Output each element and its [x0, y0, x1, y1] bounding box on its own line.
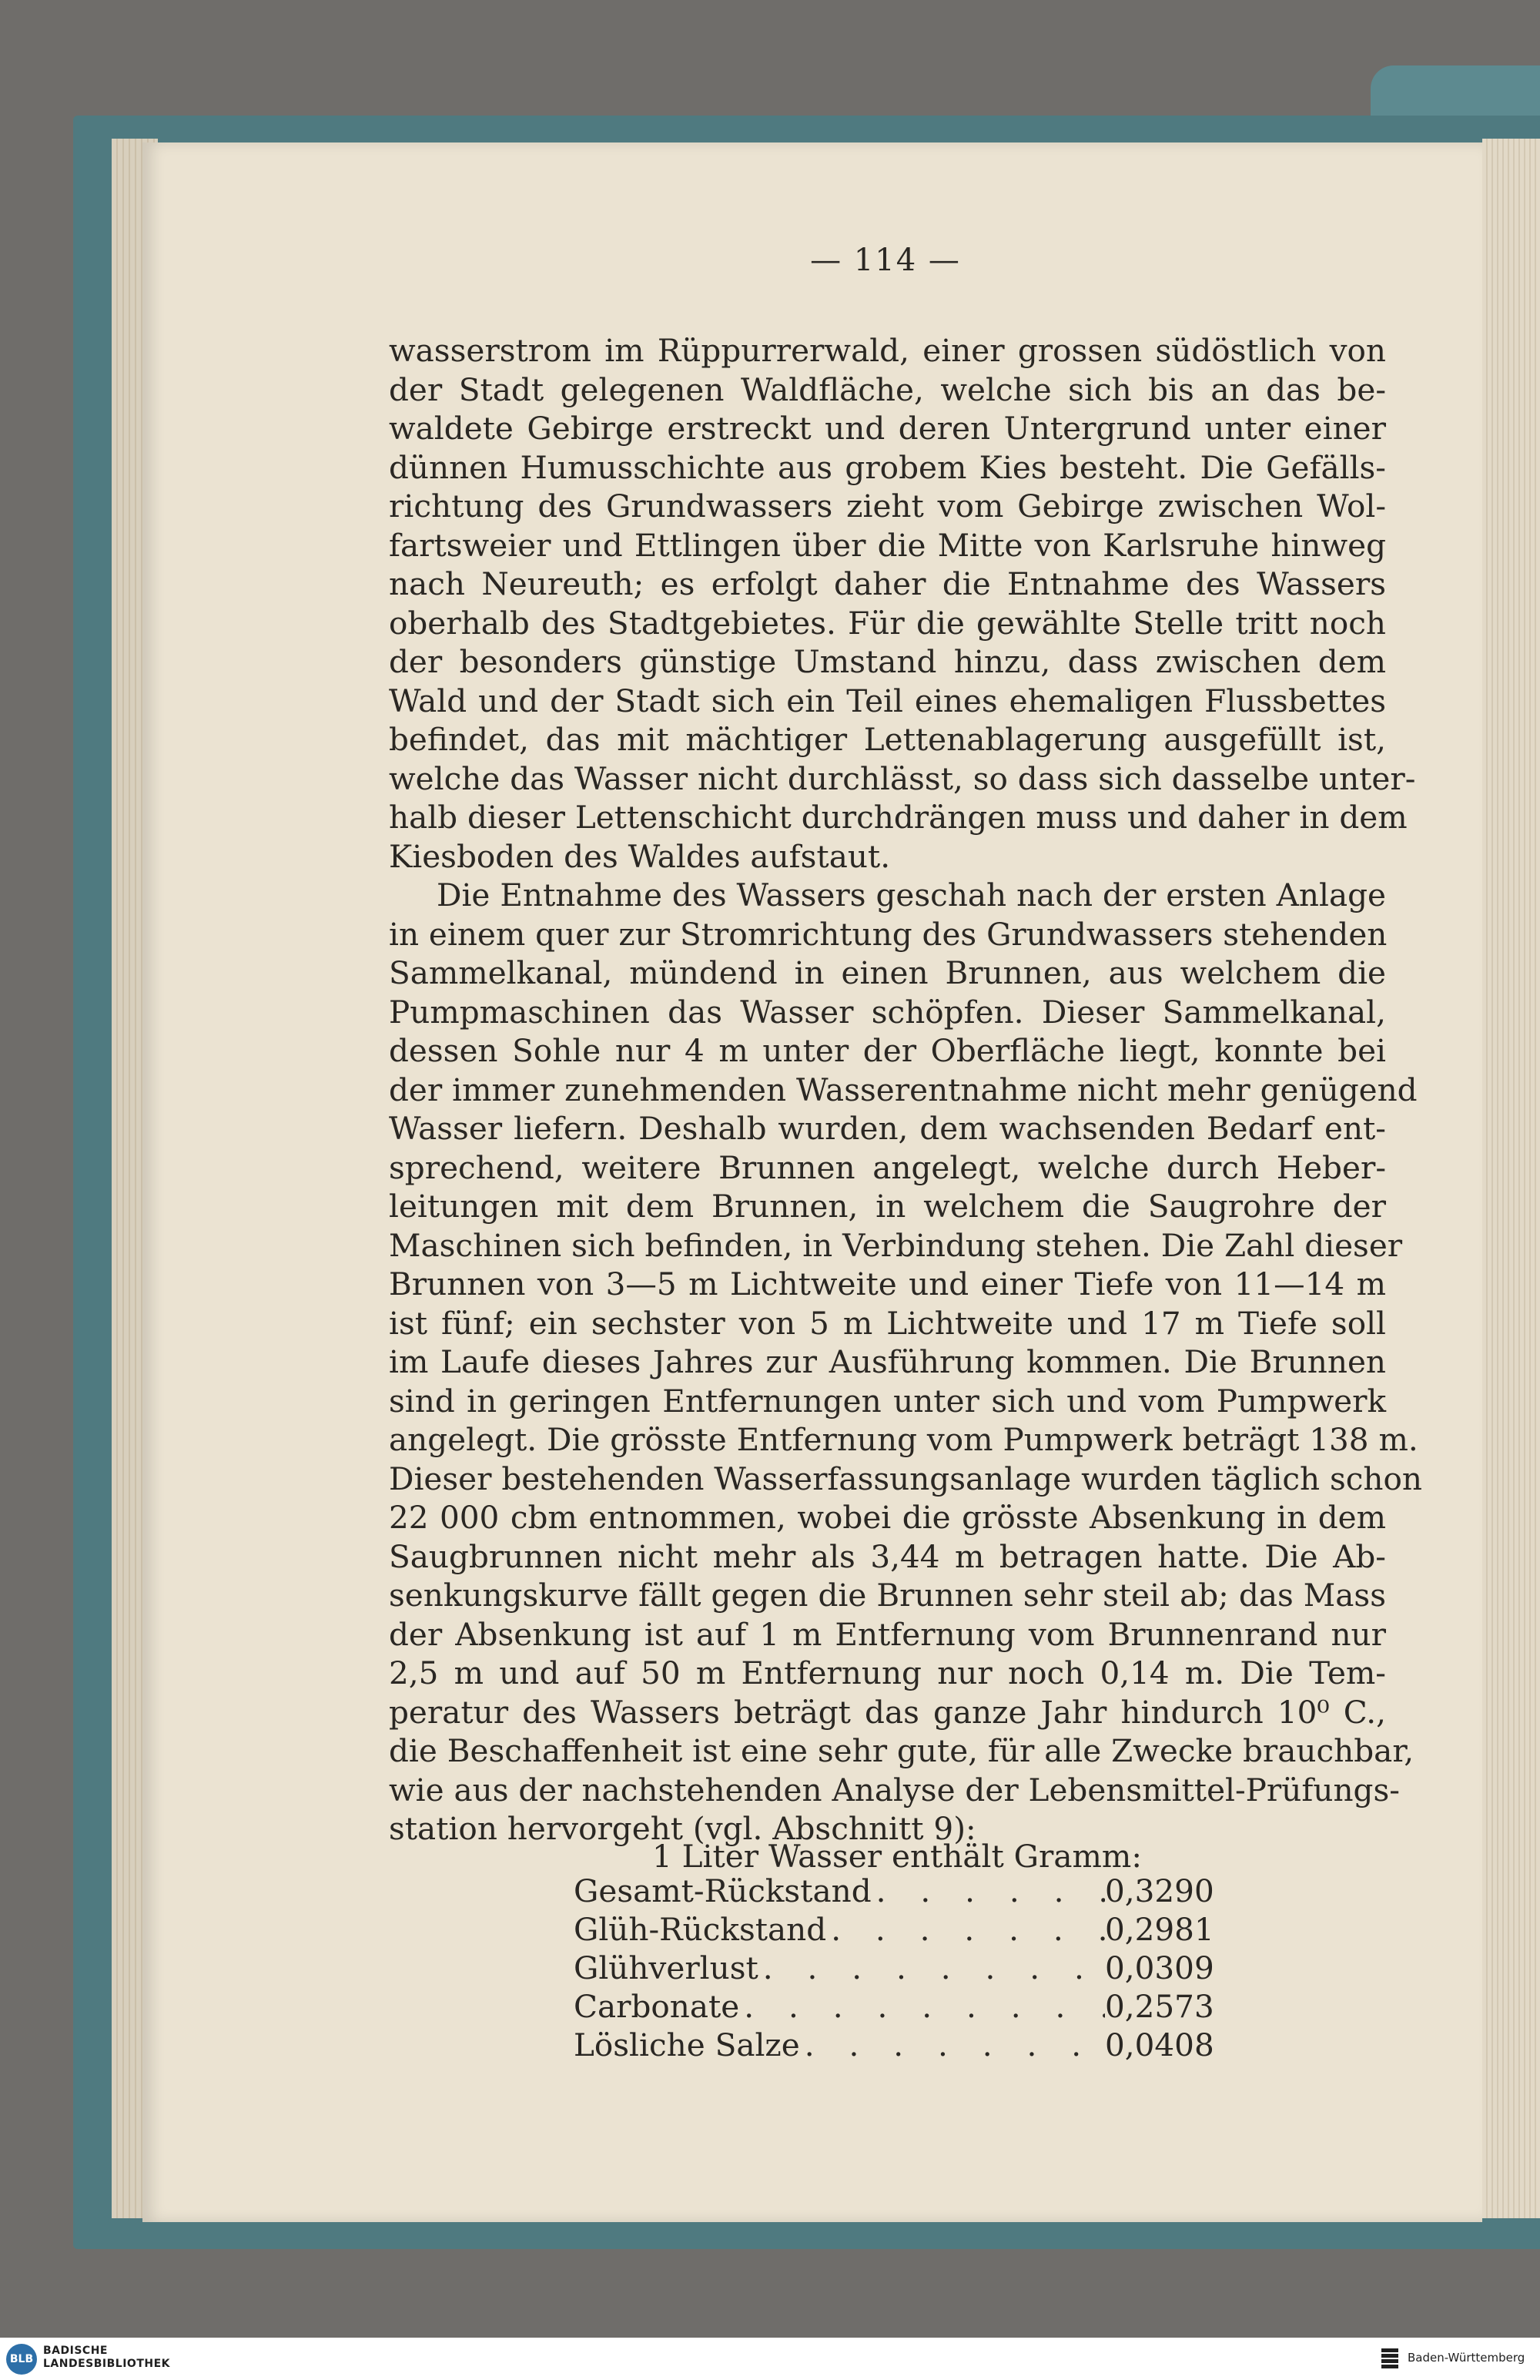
analysis-label: Gesamt-Rückstand: [574, 1872, 872, 1909]
text-line: ist fünf; ein sechster von 5 m Lichtweite und 17 m Tiefe soll: [389, 1304, 1386, 1342]
analysis-label: Lösliche Salze: [574, 2026, 800, 2063]
analysis-row: [574, 1987, 1213, 2026]
analysis-value: 0,2981: [1105, 1911, 1214, 1948]
analysis-value: 0,2573: [1105, 1988, 1214, 2025]
text-line: fartsweier und Ettlingen über die Mitte von Karlsruhe hinweg: [389, 526, 1386, 564]
text-line: peratur des Wassers beträgt das ganze Jahr hindurch 10⁰ C.,: [389, 1693, 1386, 1731]
analysis-row: [574, 2026, 1213, 2064]
text-line: Brunnen von 3—5 m Lichtweite und einer Tiefe von 11—14 m: [389, 1265, 1386, 1302]
leader-dots: [826, 1910, 1105, 1949]
text-line: 22 000 cbm entnommen, wobei die grösste Absenkung in dem: [389, 1499, 1386, 1536]
page-number: — 114 —: [810, 243, 961, 278]
text-line: der immer zunehmenden Wasserentnahme nicht mehr genügend: [389, 1071, 1418, 1108]
text-line: der Stadt gelegenen Waldfläche, welche sich bis an das be-: [389, 370, 1386, 408]
analysis-heading: 1 Liter Wasser enthält Gramm:: [652, 1838, 1142, 1875]
leader-dots: [758, 1949, 1105, 1987]
text-line: befindet, das mit mächtiger Lettenablagerung ausgefüllt ist,: [389, 721, 1386, 758]
text-line: sind in geringen Entfernungen unter sich und vom Pumpwerk: [389, 1382, 1386, 1420]
analysis-label: Glüh-Rückstand: [574, 1911, 827, 1948]
text-line: senkungskurve fällt gegen die Brunnen sehr steil ab; das Mass: [389, 1577, 1386, 1614]
text-line: Kiesboden des Waldes aufstaut.: [389, 837, 891, 875]
text-line: sprechend, weitere Brunnen angelegt, welche durch Heber-: [389, 1148, 1386, 1186]
text-line: 2,5 m und auf 50 m Entfernung nur noch 0,14 m. Die Tem-: [389, 1654, 1386, 1691]
text-line: waldete Gebirge erstreckt und deren Untergrund unter einer: [389, 410, 1386, 447]
blb-logo-icon[interactable]: BLB: [6, 2344, 37, 2375]
text-line: dünnen Humusschichte aus grobem Kies besteht. Die Gefälls-: [389, 448, 1386, 486]
text-line: Saugbrunnen nicht mehr als 3,44 m betragen hatte. Die Ab-: [389, 1537, 1386, 1575]
text-line: welche das Wasser nicht durchlässt, so dass sich dasselbe unter-: [389, 759, 1416, 797]
analysis-table: [574, 1872, 1213, 2064]
text-line: die Beschaffenheit ist eine sehr gute, für alle Zwecke brauchbar,: [389, 1732, 1414, 1769]
state-label[interactable]: Baden-Württemberg: [1408, 2351, 1525, 2365]
analysis-label: Glühverlust: [574, 1949, 758, 1986]
text-line: station hervorgeht (vgl. Abschnitt 9):: [389, 1810, 976, 1847]
analysis-value: 0,3290: [1105, 1872, 1214, 1909]
text-line: Wald und der Stadt sich ein Teil eines ehemaligen Flussbettes: [389, 682, 1386, 719]
body-text: [389, 331, 1422, 1849]
baden-wuerttemberg-emblem-icon[interactable]: [1378, 2346, 1401, 2371]
analysis-value: 0,0408: [1105, 2026, 1214, 2063]
text-line: wie aus der nachstehenden Analyse der Lebensmittel-Prüfungs-: [389, 1771, 1400, 1808]
analysis-value: 0,0309: [1105, 1949, 1214, 1986]
analysis-label: Carbonate: [574, 1988, 740, 2025]
text-line: oberhalb des Stadtgebietes. Für die gewählte Stelle tritt noch: [389, 604, 1386, 642]
text-line: leitungen mit dem Brunnen, in welchem die Saugrohre der: [389, 1188, 1386, 1225]
library-name[interactable]: [43, 2345, 170, 2371]
leader-dots: [872, 1872, 1105, 1910]
text-line: angelegt. Die grösste Entfernung vom Pumpwerk beträgt 138 m.: [389, 1421, 1418, 1458]
text-line: in einem quer zur Stromrichtung des Grundwassers stehenden: [389, 915, 1388, 953]
text-line: der besonders günstige Umstand hinzu, dass zwischen dem: [389, 643, 1386, 680]
footer-bar: [0, 2338, 1540, 2380]
leader-dots: [800, 2026, 1105, 2064]
analysis-row: [574, 1872, 1213, 1910]
analysis-row: [574, 1910, 1213, 1949]
text-line: nach Neureuth; es erfolgt daher die Entnahme des Wassers: [389, 565, 1386, 602]
text-line: der Absenkung ist auf 1 m Entfernung vom Brunnenrand nur: [389, 1615, 1386, 1653]
paragraph-1: [389, 331, 1416, 876]
library-name-line-1: BADISCHE: [43, 2345, 108, 2357]
text-line: richtung des Grundwassers zieht vom Gebirge zwischen Wol-: [389, 488, 1386, 525]
text-line: Maschinen sich befinden, in Verbindung stehen. Die Zahl dieser: [389, 1226, 1403, 1264]
text-line: Pumpmaschinen das Wasser schöpfen. Dieser Sammelkanal,: [389, 993, 1386, 1031]
analysis-row: [574, 1949, 1213, 1987]
page-edges-right: [1482, 139, 1540, 2218]
paragraph-2: [389, 876, 1422, 1849]
leader-dots: [739, 1987, 1105, 2026]
text-line: Sammelkanal, mündend in einen Brunnen, aus welchem die: [389, 954, 1386, 991]
text-line: dessen Sohle nur 4 m unter der Oberfläche liegt, konnte bei: [389, 1032, 1386, 1069]
library-name-line-2: LANDESBIBLIOTHEK: [43, 2358, 171, 2370]
text-line: halb dieser Lettenschicht durchdrängen muss und daher in dem: [389, 799, 1408, 836]
text-line: Wasser liefern. Deshalb wurden, dem wachsenden Bedarf ent-: [389, 1110, 1386, 1147]
text-line: Die Entnahme des Wassers geschah nach der ersten Anlage: [437, 877, 1386, 913]
text-line: im Laufe dieses Jahres zur Ausführung kommen. Die Brunnen: [389, 1343, 1386, 1380]
text-line: Dieser bestehenden Wasserfassungsanlage wurden täglich schon: [389, 1460, 1422, 1497]
text-line: wasserstrom im Rüppurrerwald, einer grossen südöstlich von: [389, 332, 1386, 369]
